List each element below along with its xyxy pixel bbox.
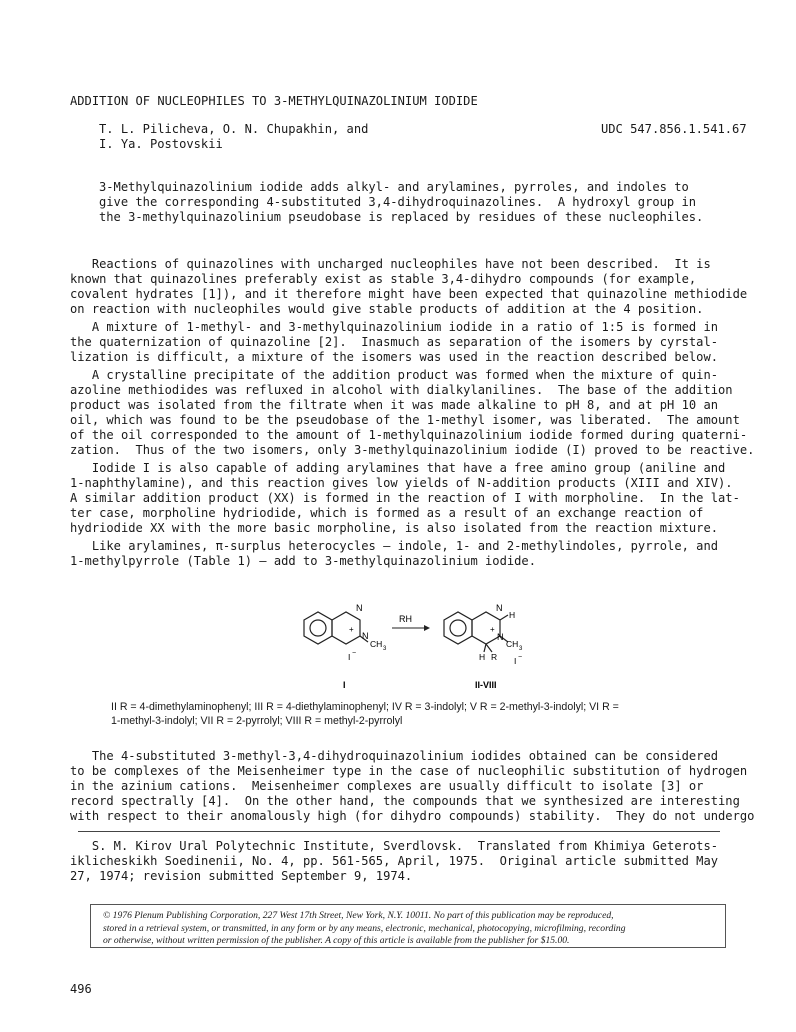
body-line: record spectrally [4]. On the other hand, the compounds that we synthesized are interesting: [70, 794, 740, 808]
body-line: A crystalline precipitate of the addition product was formed when the mixture of quin-: [70, 368, 719, 382]
reagent-label: RH: [399, 614, 412, 624]
body-line: 1-naphthylamine), and this reaction gives low yields of N-addition products (XIII and XIV).: [70, 476, 733, 490]
copyright-line: © 1976 Plenum Publishing Corporation, 227 West 17th Street, New York, N.Y. 10011. No part of this publication may be reproduced,: [103, 910, 614, 921]
positive-charge: +: [349, 625, 354, 634]
body-line: Iodide I is also capable of adding arylamines that have a free amino group (aniline and: [70, 461, 726, 475]
copyright-line: stored in a retrieval system, or transmitted, in any form or by any means, electronic, mechanical, photocopying, microfilming, recording: [103, 922, 626, 934]
body-line: A mixture of 1-methyl- and 3-methylquinazolinium iodide in a ratio of 1:5 is formed in: [70, 320, 719, 334]
body-line: azoline methiodides was refluxed in alcohol with dialkylanilines. The base of the addition: [70, 383, 733, 397]
body-text-section-2: [70, 749, 754, 824]
substituent-r: R: [491, 652, 498, 662]
copyright-line: or otherwise, without written permission of the publisher. A copy of this article is available from the publisher for $15.00.: [103, 935, 570, 946]
copyright-box: [90, 904, 726, 948]
body-line: oil, which was found to be the pseudobase of the 1-methyl isomer, was liberated. The amount: [70, 413, 740, 427]
ring-nitrogen: N: [496, 603, 503, 613]
legend-line: II R = 4-dimethylaminophenyl; III R = 4-diethylaminophenyl; IV R = 3-indolyl; V R = 2-methyl-3-indolyl; VI R =: [111, 701, 619, 713]
methyl-group: CH: [506, 639, 519, 649]
legend-line: 1-methyl-3-indolyl; VII R = 2-pyrrolyl; VIII R = methyl-2-pyrrolyl: [111, 714, 403, 727]
article-title: ADDITION OF NUCLEOPHILES TO 3-METHYLQUINAZOLINIUM IODIDE: [70, 94, 478, 108]
udc-code: UDC 547.856.1.541.67: [601, 122, 747, 136]
body-line: Reactions of quinazolines with uncharged nucleophiles have not been described. It is: [70, 257, 711, 271]
compound-label-ii-viii: II-VIII: [475, 680, 497, 690]
ring-nitrogen: N: [362, 631, 369, 641]
body-line: ter case, morpholine hydriodide, which is formed as a result of an exchange reaction of: [70, 506, 704, 520]
body-line: The 4-substituted 3-methyl-3,4-dihydroquinazolinium iodides obtained can be considered: [70, 749, 719, 763]
body-line: product was isolated from the filtrate when it was made alkaline to pH 8, and at pH 10 an: [70, 398, 719, 412]
iodide-ion: I: [514, 656, 517, 666]
body-line: to be complexes of the Meisenheimer type in the case of nucleophilic substitution of hydrogen: [70, 764, 748, 778]
affiliation-line: 27, 1974; revision submitted September 9, 1974.: [70, 869, 413, 883]
negative-charge: −: [352, 650, 357, 657]
body-line: on reaction with nucleophiles would give stable products of addition at the 4 position.: [70, 302, 704, 316]
hydrogen-atom: H: [479, 652, 486, 662]
hydrogen-atom: H: [509, 610, 516, 620]
affiliation-line: iklicheskikh Soedinenii, No. 4, pp. 561-565, April, 1975. Original article submitted May: [70, 854, 719, 868]
body-line: hydriodide XX with the more basic morpholine, is also isolated from the reaction mixture.: [70, 521, 719, 535]
affiliation-footnote: [70, 839, 718, 884]
body-line: known that quinazolines preferably exist as stable 3,4-dihydro compounds (for example,: [70, 272, 697, 286]
iodide-ion: I: [348, 652, 351, 662]
body-line: Like arylamines, π-surplus heterocycles — indole, 1- and 2-methylindoles, pyrrole, and: [70, 539, 719, 553]
affiliation-line: S. M. Kirov Ural Polytechnic Institute, Sverdlovsk. Translated from Khimiya Geterots-: [70, 839, 719, 853]
methyl-group: CH: [370, 639, 383, 649]
author-line: I. Ya. Postovskii: [99, 137, 223, 151]
body-line: with respect to their anomalously high (for dihydro compounds) stability. They do not undergo: [70, 809, 755, 823]
ring-nitrogen: N: [356, 603, 363, 613]
body-line: A similar addition product (XX) is formed in the reaction of I with morpholine. In the lat-: [70, 491, 740, 505]
compound-i-structure: [304, 612, 368, 644]
negative-charge: −: [518, 654, 523, 661]
body-line: in the azinium cations. Meisenheimer complexes are usually difficult to isolate [3] or: [70, 779, 704, 793]
abstract-line: 3-Methylquinazolinium iodide adds alkyl- and arylamines, pyrroles, and indoles to: [99, 180, 689, 194]
author-list: [99, 122, 368, 152]
author-line: T. L. Pilicheva, O. N. Chupakhin, and: [99, 122, 369, 136]
compound-label-i: I: [343, 680, 346, 690]
subscript: 3: [519, 646, 523, 652]
page-number: 496: [70, 982, 92, 996]
body-line: covalent hydrates [1]), and it therefore might have been expected that quinazoline methiodide: [70, 287, 748, 301]
body-line: zation. Thus of the two isomers, only 3-methylquinazolinium iodide (I) proved to be reactive.: [70, 443, 755, 457]
body-line: lization is difficult, a mixture of the isomers was used in the reaction described below.: [70, 350, 719, 364]
footnote-divider: [78, 831, 720, 832]
ring-nitrogen: N: [497, 632, 504, 642]
body-text-section-1: [70, 257, 754, 569]
body-line: 1-methylpyrrole (Table 1) — add to 3-methylquinazolinium iodide.: [70, 554, 536, 568]
scheme-legend: [111, 701, 619, 728]
abstract-line: the 3-methylquinazolinium pseudobase is replaced by residues of these nucleophiles.: [99, 210, 704, 224]
abstract-line: give the corresponding 4-substituted 3,4-dihydroquinazolines. A hydroxyl group in: [99, 195, 697, 209]
abstract: [99, 180, 703, 225]
arrow-head: [424, 625, 430, 631]
reaction-scheme: [290, 598, 560, 693]
positive-charge: +: [490, 625, 495, 634]
body-line: of the oil corresponded to the amount of 1-methylquinazolinium iodide formed during quaterni-: [70, 428, 748, 442]
subscript: 3: [383, 646, 387, 652]
body-line: the quaternization of quinazoline [2]. Inasmuch as separation of the isomers by cyrstal-: [70, 335, 719, 349]
